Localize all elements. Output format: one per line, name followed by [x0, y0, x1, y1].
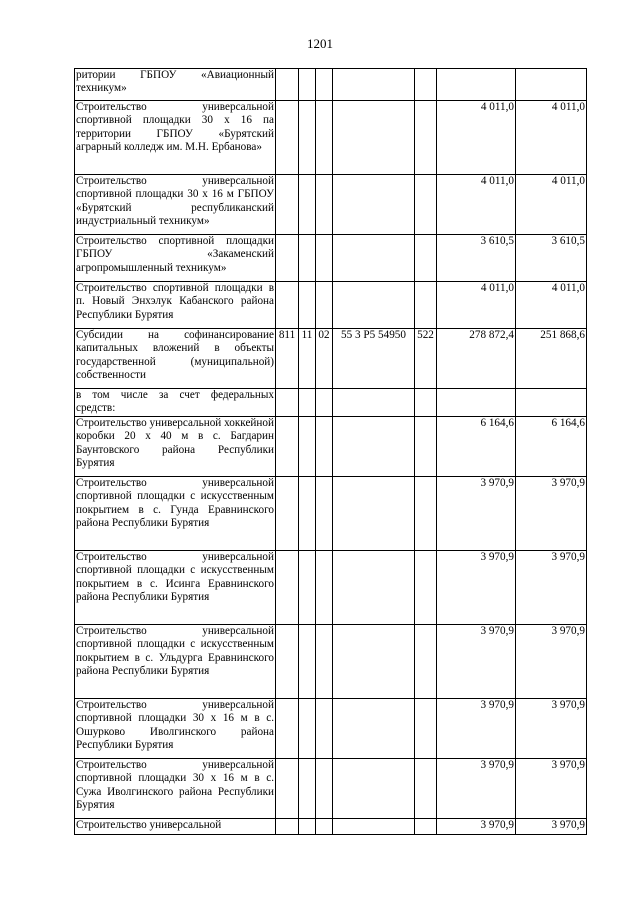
cell-expense-type	[415, 389, 437, 417]
cell-subsection-code	[316, 235, 333, 282]
table-row	[75, 101, 587, 175]
cell-amount-2: 251 868,6	[516, 329, 587, 389]
table-row	[75, 758, 587, 818]
cell-target-article	[333, 282, 415, 329]
cell-subsection-code	[316, 698, 333, 758]
cell-name: Строительство спортивной площадки ГБПОУ «Закаменский агропромышленный техникум»	[75, 235, 276, 282]
cell-expense-type	[415, 698, 437, 758]
cell-ministry-code	[276, 758, 299, 818]
cell-target-article	[333, 175, 415, 235]
table-row	[75, 69, 587, 101]
cell-ministry-code	[276, 698, 299, 758]
cell-ministry-code	[276, 282, 299, 329]
cell-subsection-code	[316, 476, 333, 550]
cell-section-code	[299, 416, 316, 476]
cell-expense-type	[415, 416, 437, 476]
cell-amount-2: 4 011,0	[516, 101, 587, 175]
cell-name: Строительство универсальной спортивной площадки 30 х 16 м в с. Сужа Иволгинского района Республики Бурятия	[75, 758, 276, 818]
table-row	[75, 235, 587, 282]
cell-name: Субсидии на софинансирование капитальных вложений в объекты государственной (муниципальной) собственности	[75, 329, 276, 389]
cell-subsection-code	[316, 69, 333, 101]
cell-target-article	[333, 69, 415, 101]
cell-subsection-code	[316, 389, 333, 417]
cell-name: Строительство универсальной спортивной площадки с искусственным покрытием в с. Гунда Еравнинского района Республики Бурятия	[75, 476, 276, 550]
cell-section-code: 11	[299, 329, 316, 389]
cell-section-code	[299, 101, 316, 175]
cell-subsection-code	[316, 818, 333, 834]
cell-amount-2	[516, 389, 587, 417]
cell-subsection-code	[316, 175, 333, 235]
cell-ministry-code	[276, 175, 299, 235]
cell-expense-type	[415, 235, 437, 282]
cell-expense-type: 522	[415, 329, 437, 389]
cell-target-article	[333, 698, 415, 758]
table-row	[75, 698, 587, 758]
cell-ministry-code	[276, 550, 299, 624]
cell-amount-1: 4 011,0	[437, 282, 516, 329]
table-row	[75, 389, 587, 417]
cell-section-code	[299, 69, 316, 101]
cell-amount-2: 3 970,9	[516, 550, 587, 624]
cell-amount-2: 4 011,0	[516, 175, 587, 235]
cell-target-article	[333, 624, 415, 698]
table-row	[75, 476, 587, 550]
cell-amount-2: 3 970,9	[516, 624, 587, 698]
table-row	[75, 329, 587, 389]
cell-ministry-code	[276, 818, 299, 834]
cell-amount-1: 3 970,9	[437, 758, 516, 818]
cell-expense-type	[415, 624, 437, 698]
table-row	[75, 624, 587, 698]
cell-expense-type	[415, 476, 437, 550]
cell-ministry-code	[276, 416, 299, 476]
cell-amount-1: 4 011,0	[437, 101, 516, 175]
cell-section-code	[299, 624, 316, 698]
cell-name: Строительство спортивной площадки в п. Новый Энхэлук Кабанского района Республики Бурятия	[75, 282, 276, 329]
cell-section-code	[299, 389, 316, 417]
cell-section-code	[299, 550, 316, 624]
cell-section-code	[299, 476, 316, 550]
cell-expense-type	[415, 818, 437, 834]
cell-amount-1: 4 011,0	[437, 175, 516, 235]
cell-subsection-code	[316, 624, 333, 698]
cell-section-code	[299, 175, 316, 235]
budget-table	[74, 68, 587, 835]
cell-target-article	[333, 550, 415, 624]
cell-amount-1: 3 970,9	[437, 476, 516, 550]
cell-section-code	[299, 235, 316, 282]
cell-section-code	[299, 818, 316, 834]
cell-amount-2: 3 970,9	[516, 758, 587, 818]
cell-name: ритории ГБПОУ «Авиационный техникум»	[75, 69, 276, 101]
cell-amount-1: 3 970,9	[437, 550, 516, 624]
cell-amount-1: 3 970,9	[437, 818, 516, 834]
cell-amount-1: 6 164,6	[437, 416, 516, 476]
cell-target-article	[333, 818, 415, 834]
table-row	[75, 818, 587, 834]
cell-amount-1: 3 610,5	[437, 235, 516, 282]
cell-target-article: 55 3 P5 54950	[333, 329, 415, 389]
cell-ministry-code: 811	[276, 329, 299, 389]
cell-amount-2: 3 970,9	[516, 818, 587, 834]
cell-target-article	[333, 416, 415, 476]
cell-amount-2	[516, 69, 587, 101]
cell-target-article	[333, 101, 415, 175]
cell-name: Строительство универсальной спортивной площадки 30 х 16 м в с. Ошурково Иволгинского района Республики Бурятия	[75, 698, 276, 758]
table-row	[75, 175, 587, 235]
cell-amount-1: 3 970,9	[437, 624, 516, 698]
cell-section-code	[299, 282, 316, 329]
cell-ministry-code	[276, 101, 299, 175]
table-row	[75, 282, 587, 329]
cell-amount-2: 3 970,9	[516, 698, 587, 758]
cell-amount-2: 6 164,6	[516, 416, 587, 476]
cell-amount-1: 3 970,9	[437, 698, 516, 758]
cell-subsection-code	[316, 758, 333, 818]
cell-section-code	[299, 698, 316, 758]
cell-section-code	[299, 758, 316, 818]
cell-amount-1	[437, 69, 516, 101]
cell-name: Строительство универсальной спортивной площадки с искусственным покрытием в с. Исинга Еравнинского района Республики Бурятия	[75, 550, 276, 624]
cell-expense-type	[415, 69, 437, 101]
cell-ministry-code	[276, 624, 299, 698]
cell-target-article	[333, 235, 415, 282]
cell-name: Строительство универсальной спортивной площадки 30 х 16 м ГБПОУ «Бурятский республиканский индустриальный техникум»	[75, 175, 276, 235]
table-row	[75, 416, 587, 476]
cell-expense-type	[415, 758, 437, 818]
cell-name: Строительство универсальной спортивной площадки с искусственным покрытием в с. Ульдурга Еравнинского района Республики Бурятия	[75, 624, 276, 698]
cell-ministry-code	[276, 69, 299, 101]
cell-name: Строительство универсальной спортивной площадки 30 х 16 па территории ГБПОУ «Бурятский аграрный колледж им. М.Н. Ербанова»	[75, 101, 276, 175]
cell-amount-1: 278 872,4	[437, 329, 516, 389]
cell-name: в том числе за счет федеральных средств:	[76, 389, 274, 415]
cell-ministry-code	[276, 476, 299, 550]
cell-target-article	[333, 758, 415, 818]
cell-expense-type	[415, 282, 437, 329]
page-number: 1201	[307, 36, 333, 51]
cell-amount-2: 3 610,5	[516, 235, 587, 282]
table-row	[75, 550, 587, 624]
cell-subsection-code	[316, 416, 333, 476]
cell-name: Строительство универсальной	[75, 818, 276, 834]
cell-expense-type	[415, 101, 437, 175]
cell-name: Строительство универсальной хоккейной коробки 20 х 40 м в с. Багдарин Баунтовского района Республики Бурятия	[75, 416, 276, 476]
cell-target-article	[333, 476, 415, 550]
cell-ministry-code	[276, 389, 299, 417]
cell-expense-type	[415, 175, 437, 235]
cell-ministry-code	[276, 235, 299, 282]
cell-subsection-code	[316, 282, 333, 329]
cell-target-article	[333, 389, 415, 417]
cell-amount-2: 3 970,9	[516, 476, 587, 550]
cell-subsection-code: 02	[316, 329, 333, 389]
cell-expense-type	[415, 550, 437, 624]
cell-amount-2: 4 011,0	[516, 282, 587, 329]
cell-amount-1	[437, 389, 516, 417]
cell-subsection-code	[316, 550, 333, 624]
cell-subsection-code	[316, 101, 333, 175]
